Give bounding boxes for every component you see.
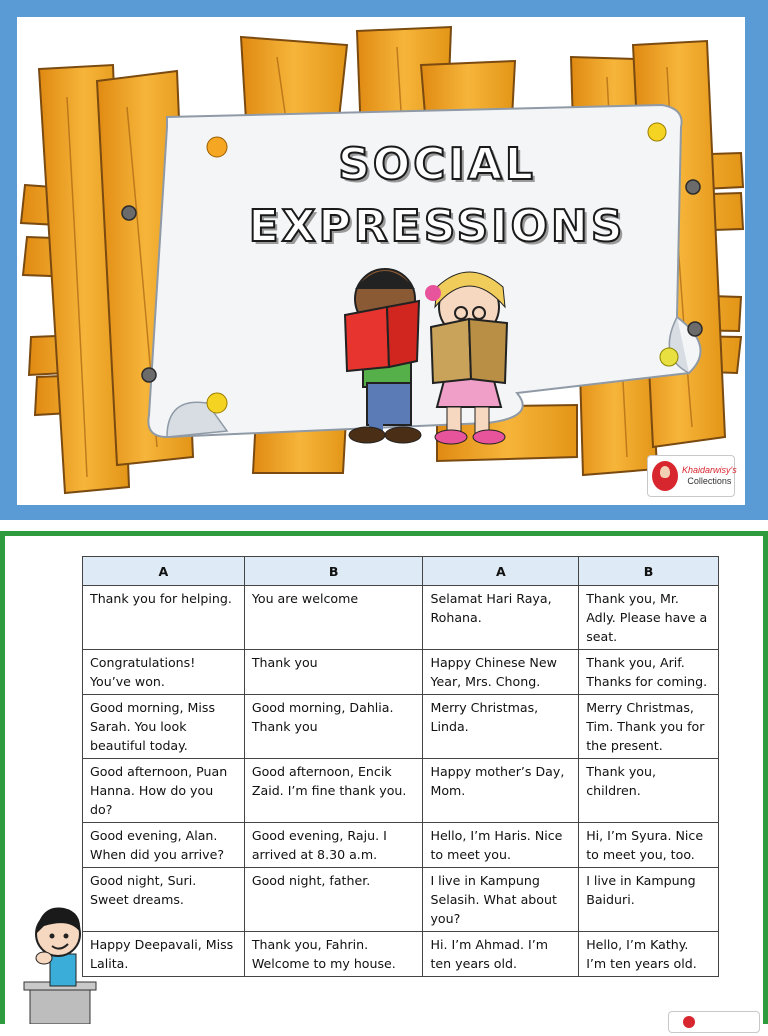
table-cell: Congratulations! You’ve won.	[83, 650, 245, 695]
header-cell: A	[423, 557, 579, 586]
header-cell: A	[83, 557, 245, 586]
table-header-row	[83, 557, 719, 586]
table-row	[83, 759, 719, 823]
table-cell: Merry Christmas, Linda.	[423, 695, 579, 759]
kid-at-desk-icon	[20, 898, 100, 1024]
table-row	[83, 695, 719, 759]
table-cell: Good night, father.	[244, 868, 423, 932]
cover-canvas	[17, 17, 745, 505]
header-cell: B	[579, 557, 719, 586]
table-row	[83, 650, 719, 695]
table-cell: Thank you, children.	[579, 759, 719, 823]
table-cell: Hello, I’m Haris. Nice to meet you.	[423, 823, 579, 868]
table-cell: Thank you, Mr. Adly. Please have a seat.	[579, 586, 719, 650]
wooden-signboard-icon	[17, 17, 745, 505]
table-cell: Hello, I’m Kathy. I’m ten years old.	[579, 932, 719, 977]
table-cell: Thank you	[244, 650, 423, 695]
logo-badge-icon	[683, 1016, 695, 1028]
table-cell: I live in Kampung Selasih. What about you?	[423, 868, 579, 932]
table-cell: Thank you, Arif. Thanks for coming.	[579, 650, 719, 695]
logo-line-1: Khaidarwisy's	[682, 465, 737, 475]
table-cell: You are welcome	[244, 586, 423, 650]
table-cell: Good morning, Miss Sarah. You look beautiful today.	[83, 695, 245, 759]
table-cell: Thank you, Fahrin. Welcome to my house.	[244, 932, 423, 977]
table-cell: Happy Chinese New Year, Mrs. Chong.	[423, 650, 579, 695]
table-cell: Good morning, Dahlia. Thank you	[244, 695, 423, 759]
title-line-2: EXPRESSIONS	[248, 201, 626, 252]
logo-line-2: Collections	[687, 476, 732, 486]
table-row	[83, 586, 719, 650]
table-cell: I live in Kampung Baiduri.	[579, 868, 719, 932]
table-cell: Happy Deepavali, Miss Lalita.	[83, 932, 245, 977]
social-expressions-table	[82, 556, 719, 977]
collections-logo	[647, 455, 735, 497]
title-line-1: SOCIAL	[338, 139, 536, 190]
table-cell: Good evening, Raju. I arrived at 8.30 a.m.	[244, 823, 423, 868]
table-cell: Good night, Suri. Sweet dreams.	[83, 868, 245, 932]
table-cell: Happy mother’s Day, Mom.	[423, 759, 579, 823]
table-row	[83, 932, 719, 977]
table-cell: Good evening, Alan. When did you arrive?	[83, 823, 245, 868]
table-cell: Good afternoon, Puan Hanna. How do you do?	[83, 759, 245, 823]
table-cell: Thank you for helping.	[83, 586, 245, 650]
table-cell: Hi. I’m Ahmad. I’m ten years old.	[423, 932, 579, 977]
header-cell: B	[244, 557, 423, 586]
table-row	[83, 823, 719, 868]
table-row	[83, 868, 719, 932]
table-cell: Merry Christmas, Tim. Thank you for the present.	[579, 695, 719, 759]
logo-text	[682, 465, 737, 487]
table-cell: Selamat Hari Raya, Rohana.	[423, 586, 579, 650]
logo-badge-icon	[652, 461, 678, 491]
table-cell: Good afternoon, Encik Zaid. I’m fine thank you.	[244, 759, 423, 823]
table-cell: Hi, I’m Syura. Nice to meet you, too.	[579, 823, 719, 868]
collections-logo-small	[668, 1011, 760, 1033]
